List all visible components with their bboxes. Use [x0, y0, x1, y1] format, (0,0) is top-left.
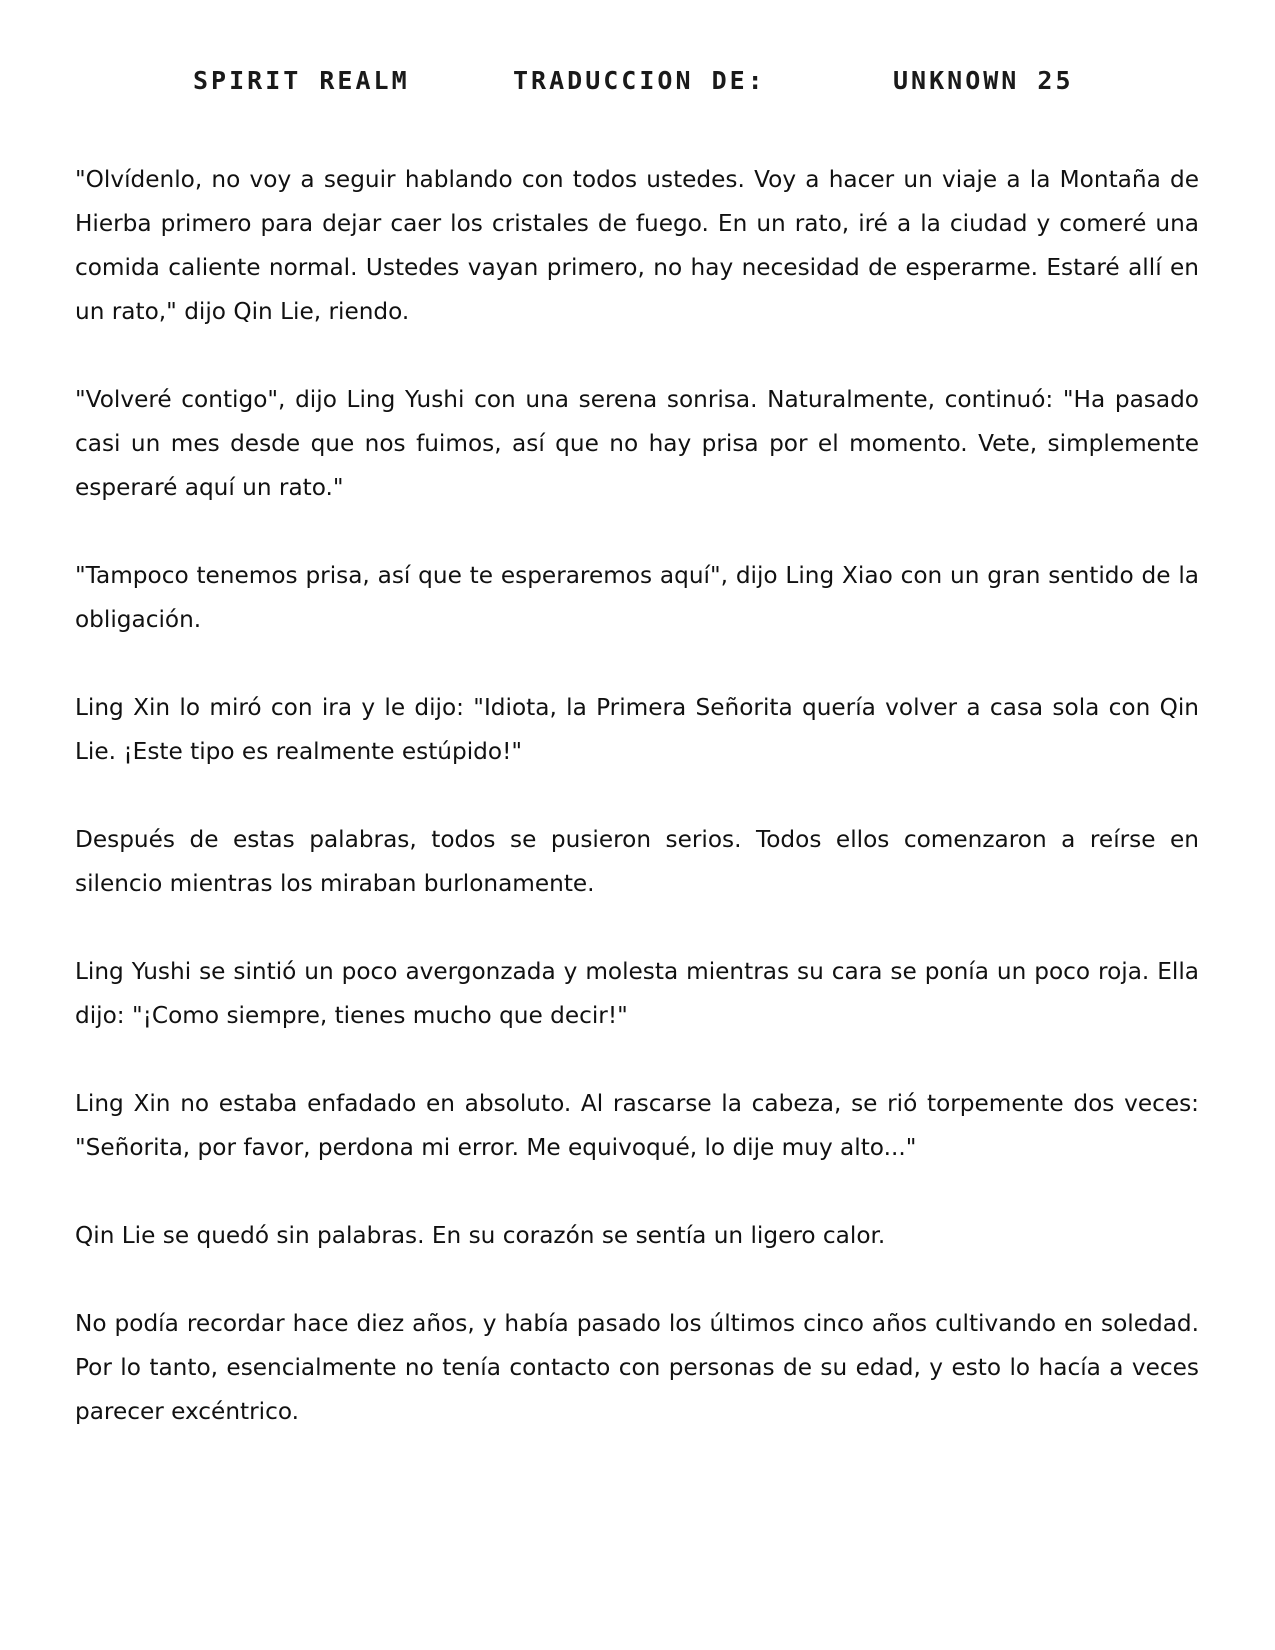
- header-title: SPIRIT REALM: [193, 66, 410, 95]
- paragraph: "Volveré contigo", dijo Ling Yushi con una serena sonrisa. Naturalmente, continuó: "Ha pasado casi un mes desde que nos fuimos, así que no hay prisa por el momento. Vete, simplemente esperaré aquí un rato.": [75, 386, 1199, 501]
- paragraph: Ling Xin no estaba enfadado en absoluto. Al rascarse la cabeza, se rió torpemente dos veces: "Señorita, por favor, perdona mi error. Me equivoqué, lo dije muy alto...": [75, 1090, 1199, 1161]
- paragraph: Qin Lie se quedó sin palabras. En su corazón se sentía un ligero calor.: [75, 1222, 886, 1249]
- page-header: [0, 66, 1275, 106]
- paragraph: "Olvídenlo, no voy a seguir hablando con todos ustedes. Voy a hacer un viaje a la Montaña de Hierba primero para dejar caer los cristales de fuego. En un rato, iré a la ciudad y comeré una comida caliente normal. Ustedes vayan primero, no hay necesidad de esperarme. Estaré allí en un rato," dijo Qin Lie, riendo.: [75, 166, 1199, 325]
- paragraph: "Tampoco tenemos prisa, así que te esperaremos aquí", dijo Ling Xiao con un gran sentido de la obligación.: [75, 562, 1199, 633]
- paragraph: Ling Yushi se sintió un poco avergonzada y molesta mientras su cara se ponía un poco roja. Ella dijo: "¡Como siempre, tienes mucho que decir!": [75, 958, 1199, 1029]
- header-translation-credit: TRADUCCION DE:: [513, 66, 766, 95]
- paragraph: Después de estas palabras, todos se pusieron serios. Todos ellos comenzaron a reírse en silencio mientras los miraban burlonamente.: [75, 826, 1199, 897]
- paragraph: No podía recordar hace diez años, y había pasado los últimos cinco años cultivando en soledad. Por lo tanto, esencialmente no tenía contacto con personas de su edad, y esto lo hacía a veces parecer excéntrico.: [75, 1310, 1199, 1425]
- document-body: [75, 158, 1199, 1478]
- paragraph: Ling Xin lo miró con ira y le dijo: "Idiota, la Primera Señorita quería volver a casa sola con Qin Lie. ¡Este tipo es realmente estúpido!": [75, 694, 1199, 765]
- header-page-label: UNKNOWN 25: [893, 66, 1074, 95]
